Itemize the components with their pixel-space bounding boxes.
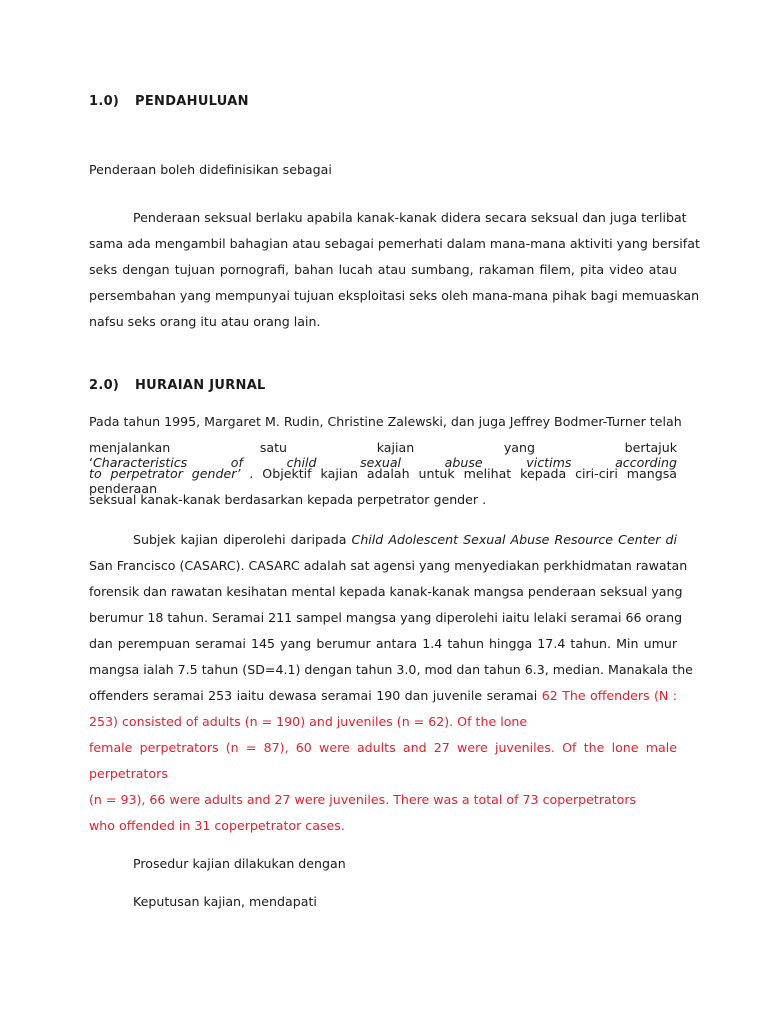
paragraph-line: Penderaan seksual berlaku apabila kanak-kanak didera secara seksual dan juga terlibat (133, 210, 687, 225)
article-title: Characteristics of child sexual abuse victims according (93, 455, 677, 470)
paragraph-line: Keputusan kajian, mendapati (133, 894, 317, 909)
highlighted-text: 62 The offenders (N : (541, 688, 677, 703)
paragraph-line: Prosedur kajian dilakukan dengan (133, 856, 346, 871)
highlighted-line: (n = 93), 66 were adults and 27 were juveniles. There was a total of 73 coperpetrators (89, 792, 637, 807)
text-run: menjalankan satu kajian yang bertajuk ‘ (89, 440, 677, 470)
highlighted-line: female perpetrators (n = 87), 60 were adults and 27 were juveniles. Of the lone male (89, 740, 677, 755)
paragraph-line: persembahan yang mempunyai tujuan eksploitasi seks oleh mana-mana pihak bagi memuaskan (89, 288, 700, 303)
organization-name: Child Adolescent Sexual Abuse Resource Center di (351, 532, 677, 547)
text-run: Subjek kajian diperolehi daripada (133, 532, 352, 547)
paragraph-line: berumur 18 tahun. Seramai 211 sampel mangsa yang diperolehi iaitu lelaki seramai 66 orang (89, 610, 683, 625)
section-heading-2 (89, 378, 266, 393)
paragraph-line (133, 532, 677, 547)
intro-line: Penderaan boleh didefinisikan sebagai (89, 162, 332, 177)
paragraph-line: dan perempuan seramai 145 yang berumur antara 1.4 tahun hingga 17.4 tahun. Min umur (89, 636, 677, 651)
section-heading-1 (89, 94, 249, 109)
section-title: HURAIAN JURNAL (135, 378, 266, 393)
article-title: to perpetrator gender’ (89, 466, 241, 481)
section-number: 1.0) (89, 94, 120, 109)
paragraph-line: seks dengan tujuan pornografi, bahan lucah atau sumbang, rakaman filem, pita video atau (89, 262, 677, 277)
paragraph-line: mangsa ialah 7.5 tahun (SD=4.1) dengan tahun 3.0, mod dan tahun 6.3, median. Manakala the (89, 662, 693, 677)
highlighted-line: 253) consisted of adults (n = 190) and juveniles (n = 62). Of the lone (89, 714, 528, 729)
paragraph-line: seksual kanak-kanak berdasarkan kepada perpetrator gender . (89, 492, 487, 507)
paragraph-line (89, 688, 677, 703)
section-number: 2.0) (89, 378, 120, 393)
paragraph-line: sama ada mengambil bahagian atau sebagai pemerhati dalam mana-mana aktiviti yang bersifat (89, 236, 700, 251)
section-title: PENDAHULUAN (135, 94, 249, 109)
paragraph-line: San Francisco (CASARC). CASARC adalah sat agensi yang menyediakan perkhidmatan rawatan (89, 558, 688, 573)
text-run: . Objektif kajian adalah untuk melihat kepada ciri-ciri mangsa penderaan (89, 466, 677, 496)
text-run: offenders seramai 253 iaitu dewasa seramai 190 dan juvenile seramai (89, 688, 542, 703)
highlighted-line: perpetrators (89, 766, 168, 781)
paragraph-line: nafsu seks orang itu atau orang lain. (89, 314, 321, 329)
paragraph-line: Pada tahun 1995, Margaret M. Rudin, Christine Zalewski, dan juga Jeffrey Bodmer-Turner telah (89, 414, 682, 429)
highlighted-line: who offended in 31 coperpetrator cases. (89, 818, 345, 833)
paragraph-line: forensik dan rawatan kesihatan mental kepada kanak-kanak mangsa penderaan seksual yang (89, 584, 683, 599)
